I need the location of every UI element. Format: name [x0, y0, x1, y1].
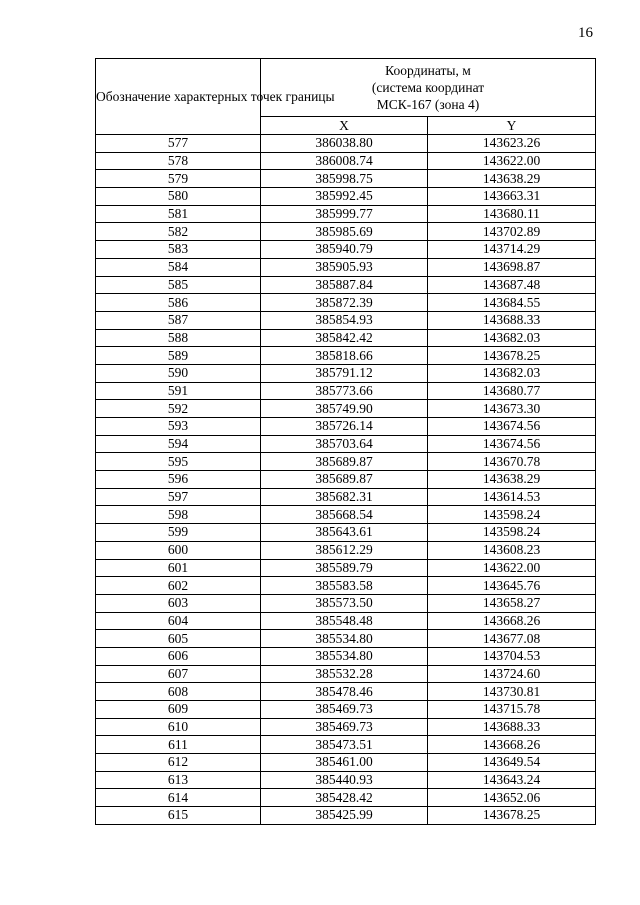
- y-coordinate-cell: 143674.56: [428, 435, 596, 453]
- table-row: [96, 718, 596, 736]
- y-coordinate-cell: 143698.87: [428, 258, 596, 276]
- table-row: [96, 135, 596, 153]
- x-coordinate-cell: 385726.14: [261, 418, 428, 436]
- point-cell: 595: [96, 453, 261, 471]
- point-cell: 597: [96, 488, 261, 506]
- point-cell: 604: [96, 612, 261, 630]
- x-coordinate-cell: 385548.48: [261, 612, 428, 630]
- table-row: [96, 382, 596, 400]
- point-cell: 583: [96, 241, 261, 259]
- point-cell: 601: [96, 559, 261, 577]
- y-coordinate-cell: 143680.77: [428, 382, 596, 400]
- y-coordinate-cell: 143730.81: [428, 683, 596, 701]
- point-cell: 582: [96, 223, 261, 241]
- table-row: [96, 435, 596, 453]
- point-cell: 598: [96, 506, 261, 524]
- table-row: [96, 647, 596, 665]
- x-coordinate-cell: 385872.39: [261, 294, 428, 312]
- y-coordinate-cell: 143652.06: [428, 789, 596, 807]
- point-cell: 599: [96, 524, 261, 542]
- point-cell: 600: [96, 541, 261, 559]
- table-row: [96, 188, 596, 206]
- point-cell: 586: [96, 294, 261, 312]
- x-coordinate-cell: 385583.58: [261, 577, 428, 595]
- table-row: [96, 524, 596, 542]
- y-coordinate-cell: 143704.53: [428, 647, 596, 665]
- table-row: [96, 559, 596, 577]
- point-cell: 605: [96, 630, 261, 648]
- y-coordinate-cell: 143682.03: [428, 329, 596, 347]
- x-coordinate-cell: 385469.73: [261, 701, 428, 719]
- table-row: [96, 541, 596, 559]
- y-column-header: Y: [428, 117, 596, 135]
- x-coordinate-cell: 385749.90: [261, 400, 428, 418]
- table-row: [96, 789, 596, 807]
- x-coordinate-cell: 385887.84: [261, 276, 428, 294]
- y-coordinate-cell: 143638.29: [428, 170, 596, 188]
- point-cell: 585: [96, 276, 261, 294]
- point-cell: 608: [96, 683, 261, 701]
- x-coordinate-cell: 385998.75: [261, 170, 428, 188]
- x-coordinate-cell: 385682.31: [261, 488, 428, 506]
- point-cell: 607: [96, 665, 261, 683]
- x-coordinate-cell: 385791.12: [261, 364, 428, 382]
- x-coordinate-cell: 385985.69: [261, 223, 428, 241]
- point-cell: 579: [96, 170, 261, 188]
- y-coordinate-cell: 143702.89: [428, 223, 596, 241]
- x-coordinate-cell: 385425.99: [261, 807, 428, 825]
- point-cell: 577: [96, 135, 261, 153]
- x-coordinate-cell: 385818.66: [261, 347, 428, 365]
- table-body: [96, 135, 596, 825]
- y-coordinate-cell: 143684.55: [428, 294, 596, 312]
- x-coordinate-cell: 385612.29: [261, 541, 428, 559]
- x-coordinate-cell: 385589.79: [261, 559, 428, 577]
- point-cell: 612: [96, 754, 261, 772]
- x-coordinate-cell: 385534.80: [261, 630, 428, 648]
- table-row: [96, 294, 596, 312]
- point-cell: 606: [96, 647, 261, 665]
- table-row: [96, 471, 596, 489]
- x-coordinate-cell: 385703.64: [261, 435, 428, 453]
- y-coordinate-cell: 143687.48: [428, 276, 596, 294]
- point-cell: 588: [96, 329, 261, 347]
- x-coordinate-cell: 385573.50: [261, 594, 428, 612]
- x-coordinate-cell: 385473.51: [261, 736, 428, 754]
- point-cell: 578: [96, 152, 261, 170]
- x-coordinate-cell: 385992.45: [261, 188, 428, 206]
- y-coordinate-cell: 143678.25: [428, 347, 596, 365]
- table-row: [96, 347, 596, 365]
- y-coordinate-cell: 143668.26: [428, 736, 596, 754]
- point-cell: 596: [96, 471, 261, 489]
- point-cell: 594: [96, 435, 261, 453]
- point-cell: 611: [96, 736, 261, 754]
- y-coordinate-cell: 143622.00: [428, 152, 596, 170]
- point-cell: 591: [96, 382, 261, 400]
- table-row: [96, 418, 596, 436]
- point-cell: 590: [96, 364, 261, 382]
- table-row: [96, 736, 596, 754]
- x-coordinate-cell: 386008.74: [261, 152, 428, 170]
- table-row: [96, 577, 596, 595]
- coordinates-column-header: [261, 59, 596, 117]
- table-header: [96, 59, 596, 135]
- y-coordinate-cell: 143668.26: [428, 612, 596, 630]
- y-coordinate-cell: 143682.03: [428, 364, 596, 382]
- y-coordinate-cell: 143649.54: [428, 754, 596, 772]
- table-row: [96, 665, 596, 683]
- x-coordinate-cell: 385469.73: [261, 718, 428, 736]
- x-coordinate-cell: 385689.87: [261, 453, 428, 471]
- x-coordinate-cell: 385842.42: [261, 329, 428, 347]
- y-coordinate-cell: 143645.76: [428, 577, 596, 595]
- y-coordinate-cell: 143688.33: [428, 718, 596, 736]
- table-row: [96, 329, 596, 347]
- y-coordinate-cell: 143622.00: [428, 559, 596, 577]
- x-coordinate-cell: 385440.93: [261, 771, 428, 789]
- x-coordinate-cell: 385905.93: [261, 258, 428, 276]
- point-cell: 614: [96, 789, 261, 807]
- table-row: [96, 241, 596, 259]
- y-coordinate-cell: 143715.78: [428, 701, 596, 719]
- y-coordinate-cell: 143724.60: [428, 665, 596, 683]
- point-column-header: Обозначение характерных точек границы: [96, 59, 261, 135]
- point-cell: 592: [96, 400, 261, 418]
- x-coordinate-cell: 385999.77: [261, 205, 428, 223]
- table-row: [96, 170, 596, 188]
- table-row: [96, 223, 596, 241]
- table-row: [96, 683, 596, 701]
- table-row: [96, 152, 596, 170]
- x-coordinate-cell: 385532.28: [261, 665, 428, 683]
- point-cell: 609: [96, 701, 261, 719]
- table-row: [96, 364, 596, 382]
- table-row: [96, 594, 596, 612]
- x-coordinate-cell: 385428.42: [261, 789, 428, 807]
- x-coordinate-cell: 385689.87: [261, 471, 428, 489]
- y-coordinate-cell: 143598.24: [428, 506, 596, 524]
- y-coordinate-cell: 143678.25: [428, 807, 596, 825]
- y-coordinate-cell: 143608.23: [428, 541, 596, 559]
- table-row: [96, 612, 596, 630]
- table-row: [96, 311, 596, 329]
- x-coordinate-cell: 385478.46: [261, 683, 428, 701]
- y-coordinate-cell: 143688.33: [428, 311, 596, 329]
- point-cell: 613: [96, 771, 261, 789]
- point-cell: 603: [96, 594, 261, 612]
- point-cell: 610: [96, 718, 261, 736]
- table-row: [96, 754, 596, 772]
- y-coordinate-cell: 143638.29: [428, 471, 596, 489]
- table-row: [96, 506, 596, 524]
- table-row: [96, 701, 596, 719]
- y-coordinate-cell: 143674.56: [428, 418, 596, 436]
- point-cell: 593: [96, 418, 261, 436]
- y-coordinate-cell: 143677.08: [428, 630, 596, 648]
- point-cell: 587: [96, 311, 261, 329]
- y-coordinate-cell: 143643.24: [428, 771, 596, 789]
- point-cell: 602: [96, 577, 261, 595]
- point-cell: 615: [96, 807, 261, 825]
- point-cell: 580: [96, 188, 261, 206]
- y-coordinate-cell: 143673.30: [428, 400, 596, 418]
- table-row: [96, 258, 596, 276]
- x-coordinate-cell: 385854.93: [261, 311, 428, 329]
- coordinates-header-line-3: МСК-167 (зона 4): [376, 97, 480, 112]
- y-coordinate-cell: 143658.27: [428, 594, 596, 612]
- point-cell: 581: [96, 205, 261, 223]
- x-coordinate-cell: 385940.79: [261, 241, 428, 259]
- page-number: 16: [578, 25, 593, 41]
- y-coordinate-cell: 143680.11: [428, 205, 596, 223]
- y-coordinate-cell: 143670.78: [428, 453, 596, 471]
- table-row: [96, 453, 596, 471]
- table-row: [96, 276, 596, 294]
- y-coordinate-cell: 143598.24: [428, 524, 596, 542]
- table-row: [96, 400, 596, 418]
- y-coordinate-cell: 143614.53: [428, 488, 596, 506]
- x-coordinate-cell: 385534.80: [261, 647, 428, 665]
- table-row: [96, 630, 596, 648]
- x-coordinate-cell: 385668.54: [261, 506, 428, 524]
- table-row: [96, 205, 596, 223]
- x-coordinate-cell: 386038.80: [261, 135, 428, 153]
- point-cell: 589: [96, 347, 261, 365]
- y-coordinate-cell: 143623.26: [428, 135, 596, 153]
- y-coordinate-cell: 143714.29: [428, 241, 596, 259]
- table-row: [96, 488, 596, 506]
- coordinates-table: [95, 58, 596, 825]
- coordinates-header-line-2: (система координат: [371, 80, 485, 95]
- table-row: [96, 807, 596, 825]
- table-row: [96, 771, 596, 789]
- x-coordinate-cell: 385773.66: [261, 382, 428, 400]
- coordinates-header-line-1: Координаты, м: [385, 63, 471, 78]
- y-coordinate-cell: 143663.31: [428, 188, 596, 206]
- x-column-header: X: [261, 117, 428, 135]
- x-coordinate-cell: 385461.00: [261, 754, 428, 772]
- point-cell: 584: [96, 258, 261, 276]
- x-coordinate-cell: 385643.61: [261, 524, 428, 542]
